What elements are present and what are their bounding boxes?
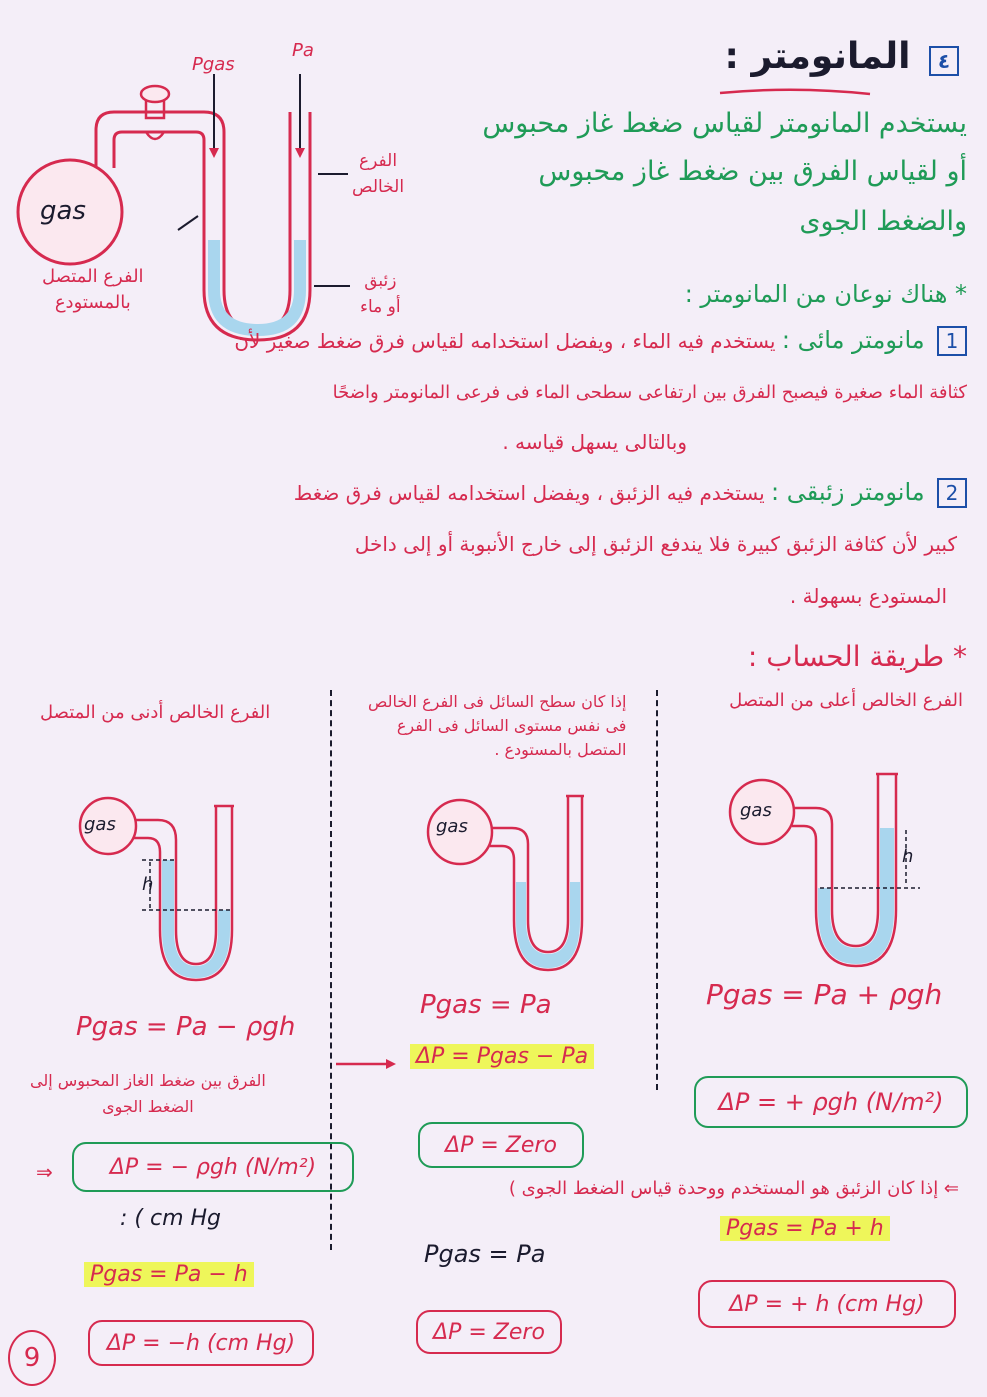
eq-left-2: ΔP = − ρgh (N/m²): [109, 1154, 317, 1180]
liquid-label-2: أو ماء: [360, 297, 401, 317]
caption-middle: [368, 690, 626, 762]
types-heading: * هناك نوعان من المانومتر :: [684, 280, 967, 308]
gas-label-middle: gas: [436, 816, 468, 837]
eq-left-1: Pgas = Pa − ρgh: [76, 1012, 296, 1042]
connected-branch-label: [42, 264, 144, 316]
intro-line-2: أو لقياس الفرق بين ضغط غاز محبوس: [538, 156, 967, 187]
eq-right-3-text: Pgas = Pa + h: [720, 1216, 890, 1241]
water-manometer-line-1: [234, 326, 967, 356]
gas-label-left: gas: [84, 814, 116, 835]
arrow-to-delta-p: [336, 1058, 396, 1070]
gas-label-top: gas: [40, 196, 86, 226]
difference-note-1: الفرق بين ضغط الغاز المحبوس إلى: [30, 1071, 266, 1090]
eq-right-2: ΔP = + ρgh (N/m²): [718, 1088, 944, 1116]
p-gas-label: Pgas: [192, 54, 235, 75]
eq-right-4-box: [698, 1280, 956, 1328]
p-a-label: Pa: [292, 40, 314, 61]
eq-middle-4: Pgas = Pa: [424, 1240, 546, 1268]
water-manometer-title: مانومتر مائى :: [781, 326, 925, 354]
eq-middle-5: ΔP = Zero: [433, 1319, 545, 1345]
eq-left-4: ΔP = −h (cm Hg): [106, 1330, 296, 1356]
unit-note: : ( cm Hg: [120, 1206, 222, 1231]
open-branch-label-2: الخالص: [352, 177, 405, 197]
water-manometer-line-2: كثافة الماء صغيرة فيصبح الفرق بين ارتفاعى سطحى الماء فى فرعى المانومتر واضحًا: [332, 382, 967, 403]
mercury-manometer-text-1: يستخدم فيه الزئبق ، ويفضل استخدامه لقياس فرق ضغط: [293, 481, 765, 505]
mercury-number-badge: 2: [937, 478, 967, 508]
h-label-left: h: [142, 874, 154, 895]
open-branch-label-1: الفرع: [359, 151, 398, 171]
eq-right-4: ΔP = + h (cm Hg): [729, 1291, 925, 1317]
implies-arrow: ⇒: [36, 1160, 53, 1184]
eq-middle-5-box: [416, 1310, 562, 1354]
intro-line-3: والضغط الجوى: [799, 206, 967, 237]
difference-note: [30, 1068, 266, 1120]
section-number-badge: ٤: [929, 46, 959, 76]
eq-middle-1: Pgas = Pa: [420, 990, 552, 1020]
mercury-manometer-line-1: [294, 478, 967, 508]
calc-heading: * طريقة الحساب :: [747, 640, 967, 673]
mercury-manometer-line-3: المستودع بسهولة .: [789, 584, 947, 608]
difference-note-2: الضغط الجوى: [102, 1097, 194, 1116]
eq-right-3: [720, 1216, 890, 1241]
page-number-text: 9: [23, 1343, 41, 1373]
mercury-manometer-title: مانومتر زئبقى :: [771, 478, 925, 506]
mercury-units-note: ⇐ إذا كان الزئبق هو المستخدم ووحدة قياس الضغط الجوى ): [508, 1178, 959, 1199]
liquid-label-1: زئبق: [364, 271, 397, 291]
water-manometer-text-1: يستخدم فيه الماء ، ويفضل استخدامه لقياس فرق ضغط صغير لأن: [234, 329, 776, 353]
title-underline: [720, 88, 870, 98]
section-header: [725, 36, 959, 77]
eq-middle-3-box: [418, 1122, 584, 1168]
eq-right-1: Pgas = Pa + ρgh: [706, 978, 943, 1011]
connected-branch-label-2: بالمستودع: [54, 292, 131, 313]
gas-label-right: gas: [740, 800, 772, 821]
caption-middle-1: إذا كان سطح السائل فى الفرع الخالص: [368, 692, 627, 711]
h-label-right: h: [902, 846, 914, 867]
water-manometer-line-3: وبالتالى يسهل قياسه .: [502, 430, 687, 454]
page-title: المانومتر :: [724, 36, 911, 77]
eq-left-3: [84, 1262, 254, 1287]
eq-middle-2: [410, 1044, 594, 1069]
divider-right: [656, 690, 658, 1090]
page-number: [8, 1330, 56, 1386]
caption-left: الفرع الخالص أدنى من المتصل: [40, 702, 271, 723]
caption-right: الفرع الخالص أعلى من المتصل: [729, 690, 963, 711]
eq-left-2-box: [72, 1142, 354, 1192]
eq-middle-3: ΔP = Zero: [445, 1132, 557, 1158]
caption-middle-3: المتصل بالمستودع .: [494, 740, 627, 759]
caption-middle-2: فى نفس مستوى السائل فى الفرع: [396, 716, 627, 735]
water-number-badge: 1: [937, 326, 967, 356]
intro-line-1: يستخدم المانومتر لقياس ضغط غاز محبوس: [482, 108, 967, 139]
eq-left-3-text: Pgas = Pa − h: [84, 1262, 254, 1287]
open-branch-label: [352, 148, 404, 200]
eq-middle-2-text: ΔP = Pgas − Pa: [410, 1044, 594, 1069]
mercury-manometer-line-2: كبير لأن كثافة الزئبق كبيرة فلا يندفع الزئبق إلى خارج الأنبوبة أو إلى داخل: [354, 532, 957, 556]
liquid-label: [360, 268, 401, 320]
connected-branch-label-1: الفرع المتصل: [42, 266, 144, 287]
eq-left-4-box: [88, 1320, 314, 1366]
eq-right-2-box: [694, 1076, 968, 1128]
